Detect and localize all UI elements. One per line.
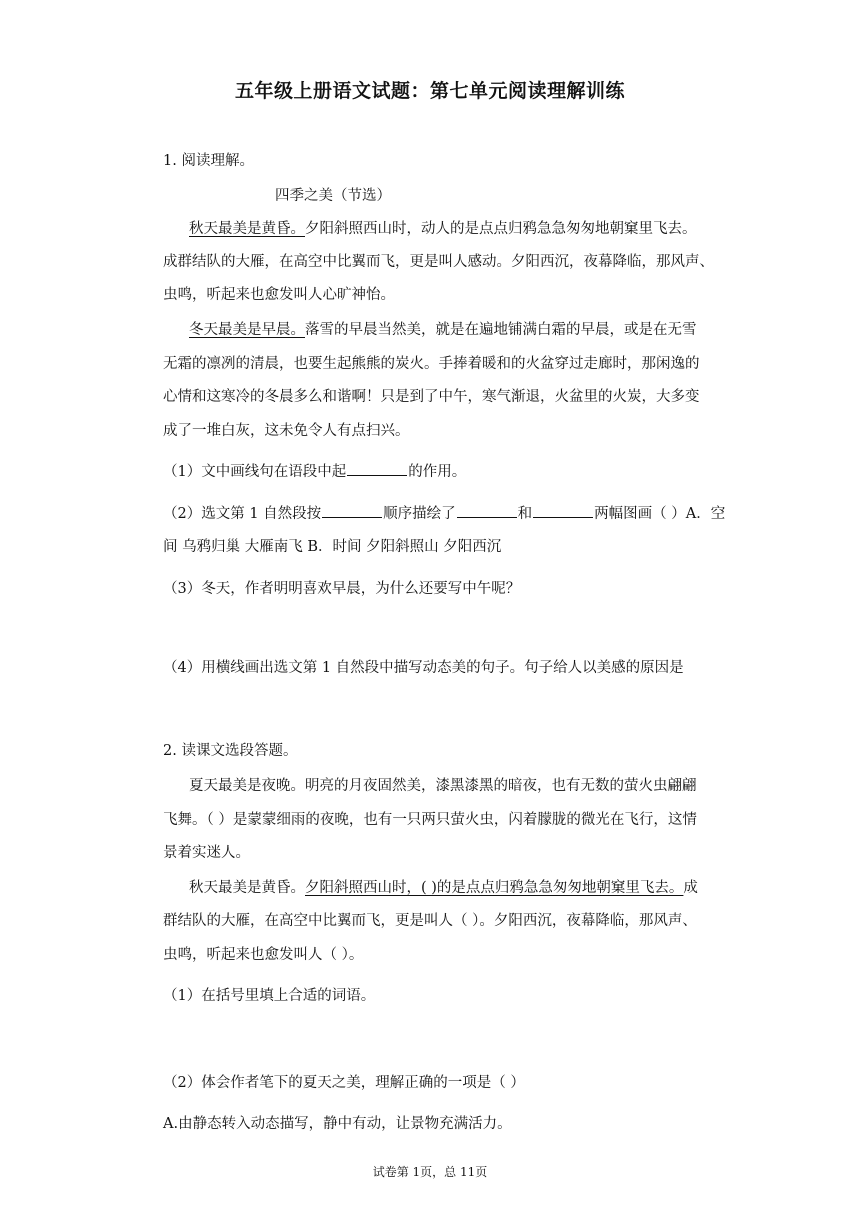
passage-title: 四季之美（节选） [275,188,391,204]
q2-p2-line1: 秋天最美是黄昏。夕阳斜照西山时，( )的是点点归鸦急急匆匆地朝窠里飞去。成 [189,880,698,896]
q2-p1-line1: 夏天最美是夜晚。明亮的月夜固然美，漆黑漆黑的暗夜，也有无数的萤火虫翩翩 [189,778,697,794]
q1-p2-line3: 心情和这寒冷的冬晨多么和谐啊！只是到了中午，寒气渐退，火盆里的火炭，大多变 [163,389,700,405]
answer-blank[interactable] [322,503,382,518]
q1-p1-line3: 虫鸣，听起来也愈发叫人心旷神怡。 [163,287,395,303]
q1-p2-line2: 无霜的凛冽的清晨，也要生起熊熊的炭火。手捧着暖和的火盆穿过走廊时，那闲逸的 [163,356,700,372]
q1-sub3: （3）冬天，作者明明喜欢早晨，为什么还要写中午呢？ [163,581,521,597]
q1-p2-line1: 冬天最美是早晨。落雪的早晨当然美，就是在遍地铺满白霜的早晨，或是在无雪 [189,322,697,338]
page-title: 五年级上册语文试题：第七单元阅读理解训练 [234,80,625,102]
underlined-sentence: 冬天最美是早晨。 [189,322,305,338]
page-footer: 试卷第 1页，总 11页 [372,1165,488,1179]
q2-p2-line3: 虫鸣，听起来也愈发叫人（ ）。 [163,947,364,963]
q1-p1-line2: 成群结队的大雁，在高空中比翼而飞，更是叫人感动。夕阳西沉，夜幕降临，那风声、 [163,254,714,270]
underlined-sentence: 秋天最美是黄昏。 [189,221,305,237]
q2-p2-line2: 群结队的大雁，在高空中比翼而飞，更是叫人（ ）。夕阳西沉，夜幕降临，那风声、 [163,913,697,929]
underlined-sentence: 夕阳斜照西山时，( )的是点点归鸦急急匆匆地朝窠里飞去。 [305,880,684,896]
answer-blank[interactable] [347,461,407,476]
q2-option-a: A.由静态转入动态描写，静中有动，让景物充满活力。 [163,1116,512,1132]
q2-sub1: （1）在括号里填上合适的词语。 [163,988,376,1004]
q1-sub1: （1）文中画线句在语段中起 的作用。 [163,461,733,482]
q1-p2-line4: 成了一堆白灰，这未免令人有点扫兴。 [163,423,410,439]
q2-p1-line3: 景着实迷人。 [163,845,250,861]
q2-p1-line2: 飞舞。（ ）是蒙蒙细雨的夜晚，也有一只两只萤火虫，闪着朦胧的微光在飞行，这情 [163,812,697,828]
q1-sub2: （2）选文第 1 自然段按 顺序描绘了 和 两幅图画（ ）A．空 [163,503,733,524]
q1-heading: 1. 阅读理解。 [163,153,254,169]
q1-sub4: （4）用横线画出选文第 1 自然段中描写动态美的句子。句子给人以美感的原因是 [163,660,684,676]
answer-blank[interactable] [533,503,593,518]
q1-sub2-line2: 间 乌鸦归巢 大雁南飞 B．时间 夕阳斜照山 夕阳西沉 [163,539,502,555]
q2-heading: 2. 读课文选段答题。 [163,743,298,759]
q2-sub2: （2）体会作者笔下的夏天之美，理解正确的一项是（ ） [163,1075,525,1091]
q1-p1-line1: 秋天最美是黄昏。夕阳斜照西山时，动人的是点点归鸦急急匆匆地朝窠里飞去。 [189,221,697,237]
answer-blank[interactable] [457,503,517,518]
